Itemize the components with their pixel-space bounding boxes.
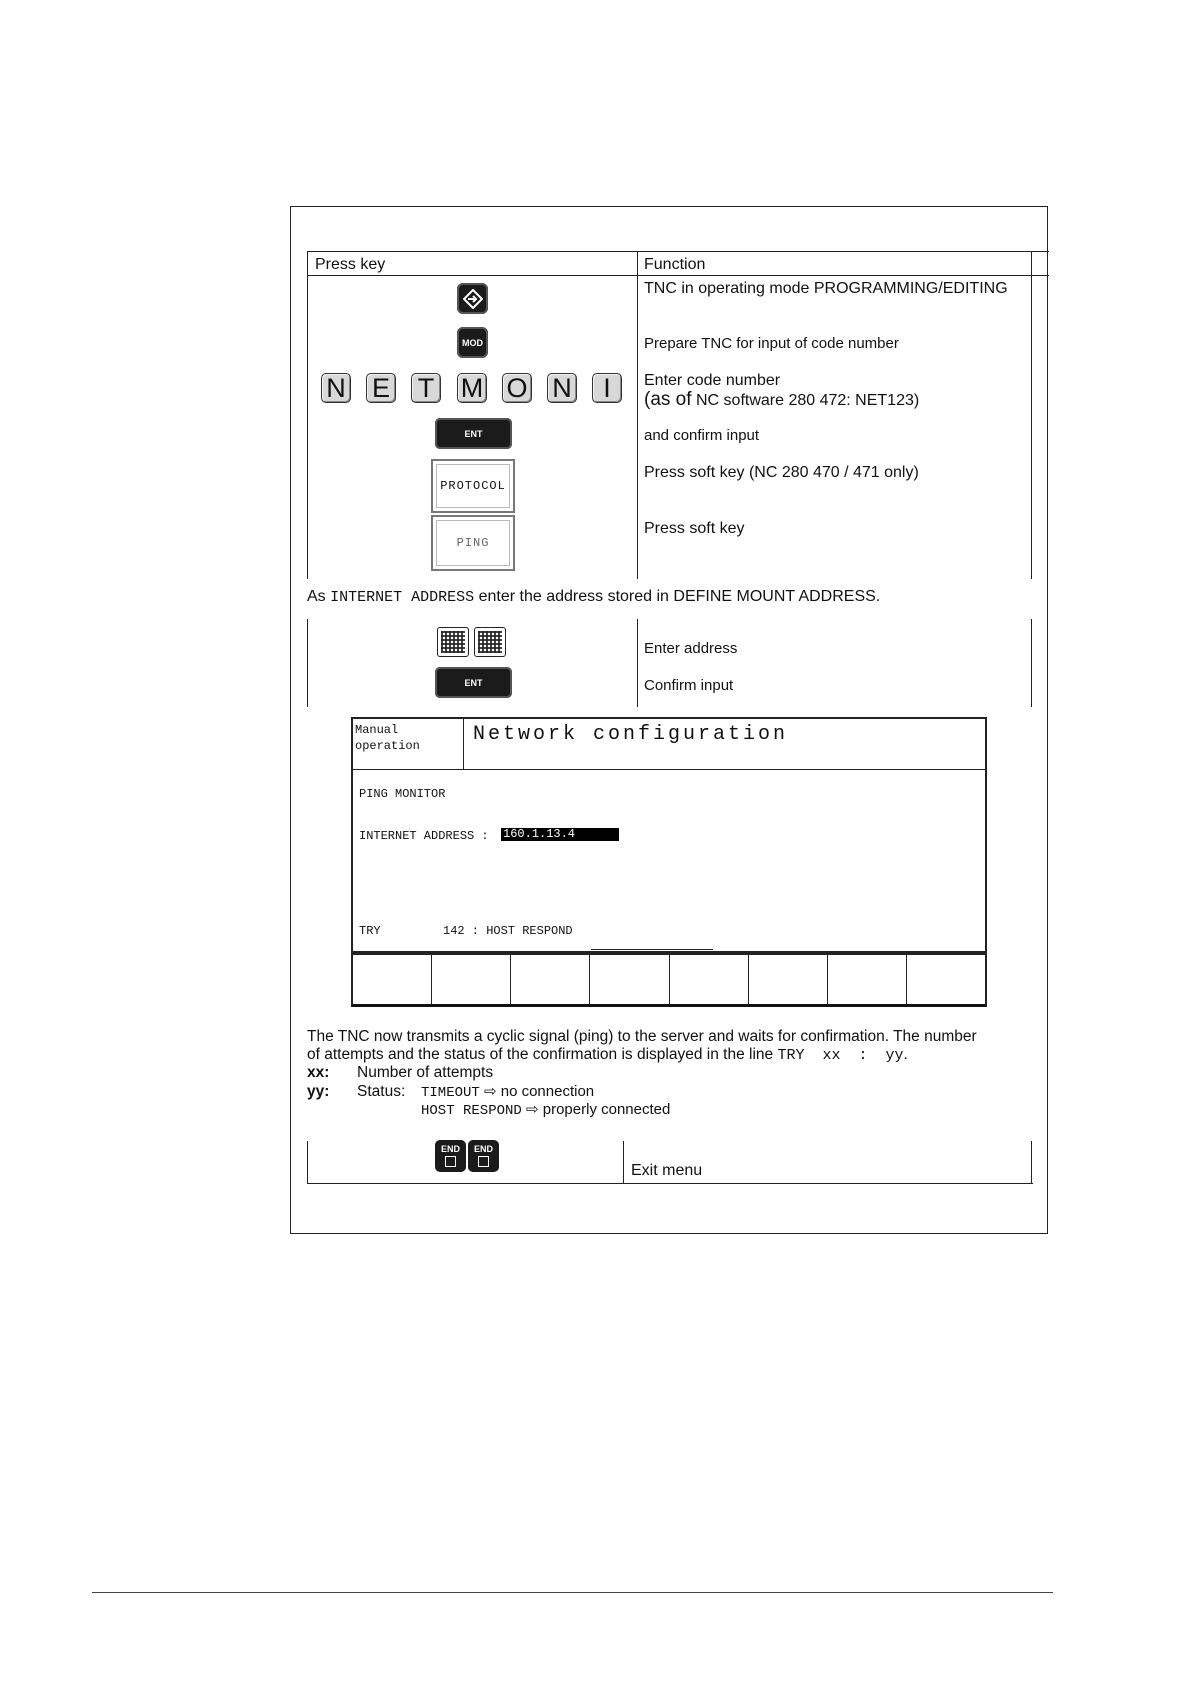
screen-mode-line2: operation [355, 739, 420, 753]
status-respond-line [421, 1100, 670, 1121]
step3-prefix: (as of [644, 389, 692, 410]
step1-function: TNC in operating mode PROGRAMMING/EDITING [644, 280, 1008, 297]
softkey-slot-2[interactable] [432, 955, 511, 1004]
softkey-bar [351, 953, 987, 1007]
mod-key[interactable]: MOD [457, 327, 488, 358]
protocol-softkey-label: PROTOCOL [440, 479, 506, 493]
respond-text: properly connected [542, 1101, 671, 1118]
try-status: 142 : HOST RESPOND [443, 924, 573, 938]
end-key-2-square-icon [478, 1156, 489, 1167]
softkey-slot-6[interactable] [749, 955, 828, 1004]
addr-table-right-rule [1031, 619, 1032, 707]
footer-rule [92, 1592, 1053, 1593]
exit-table-right-rule [1031, 1141, 1032, 1183]
address-note-suffix: enter the address stored in DEFINE MOUNT ADDRESS. [478, 588, 881, 605]
ent-key-2[interactable]: ENT [435, 667, 512, 698]
key-m[interactable]: M [457, 373, 487, 403]
step5-note: (NC 280 470 / 471 only) [748, 464, 919, 481]
screen-header-divider [463, 719, 464, 769]
address-step2-function: Confirm input [644, 677, 734, 694]
end-key-1-square-icon [445, 1156, 456, 1167]
ping-softkey-label: PING [456, 536, 490, 550]
address-note-prefix: As [307, 588, 326, 605]
end-key-2[interactable] [468, 1140, 499, 1172]
table-left-rule [307, 251, 308, 579]
instruction-frame [290, 206, 1048, 1234]
internet-address-label: INTERNET ADDRESS : [359, 829, 489, 843]
softkey-slot-5[interactable] [670, 955, 749, 1004]
screen-title: Network configuration [473, 723, 789, 746]
step3-version: NC software 280 472: NET123) [695, 392, 920, 409]
key-n-2[interactable]: N [547, 373, 577, 403]
step2-function: Prepare TNC for input of code number [644, 335, 899, 352]
explanation-line2-text: of attempts and the status of the confirmation is displayed in the line [307, 1046, 774, 1063]
protocol-softkey[interactable] [431, 459, 515, 513]
key-n[interactable]: N [321, 373, 351, 403]
internet-address-input[interactable]: 160.1.13.4 [501, 828, 619, 841]
table-header-rule [307, 275, 1049, 276]
key-t[interactable]: T [411, 373, 441, 403]
status-label: Status: [357, 1083, 406, 1100]
end-key-1[interactable] [435, 1140, 466, 1172]
numeric-key-1[interactable] [437, 627, 469, 657]
step3-function-line2 [644, 390, 919, 410]
softkey-slot-7[interactable] [828, 955, 907, 1004]
softkey-slot-4[interactable] [590, 955, 669, 1004]
tnc-screen [351, 717, 987, 953]
screen-mode-line1: Manual [355, 723, 399, 737]
numeric-key-1-pattern [441, 631, 465, 653]
exit-table-bottom-rule [307, 1183, 1033, 1184]
table-right-rule [1031, 251, 1032, 579]
numeric-key-2-pattern [478, 631, 502, 653]
softkey-slot-8[interactable] [907, 955, 985, 1004]
table-top-rule [307, 251, 1049, 252]
key-i[interactable]: I [592, 373, 622, 403]
softkey-slot-3[interactable] [511, 955, 590, 1004]
numeric-key-2[interactable] [474, 627, 506, 657]
ping-softkey[interactable] [431, 515, 515, 571]
key-o[interactable]: O [502, 373, 532, 403]
address-step1-function: Enter address [644, 640, 738, 657]
respond-mono: HOST RESPOND [421, 1103, 522, 1119]
explanation-line1: The TNC now transmits a cyclic signal (ping) to the server and waits for confirmation. The number [307, 1028, 977, 1045]
exit-function: Exit menu [631, 1162, 703, 1179]
step4-function: and confirm input [644, 427, 760, 444]
end-key-1-label: END [440, 1144, 460, 1154]
ent-key[interactable]: ENT [435, 418, 512, 449]
arrow-icon-2: ⇨ [526, 1101, 539, 1118]
try-label: TRY [359, 924, 381, 938]
yy-label: yy: [307, 1083, 330, 1100]
exit-table-left-rule [307, 1141, 308, 1183]
programming-diamond-icon [463, 289, 483, 309]
screen-scroll-indicator [591, 949, 713, 952]
explanation-line2 [307, 1045, 908, 1065]
key-e[interactable]: E [366, 373, 396, 403]
address-note [307, 587, 880, 607]
softkey-slot-1[interactable] [353, 955, 432, 1004]
table-mid-rule [637, 251, 638, 579]
step3-function-line1: Enter code number [644, 372, 781, 389]
timeout-text: no connection [500, 1083, 595, 1100]
step6-function: Press soft key [644, 520, 745, 537]
addr-table-left-rule [307, 619, 308, 707]
ping-monitor-label: PING MONITOR [359, 787, 446, 801]
explanation-line2-end: . [903, 1046, 908, 1063]
screen-header-rule [353, 769, 985, 770]
step5-function [644, 463, 919, 482]
xx-label: xx: [307, 1064, 330, 1081]
step5-text: Press soft key [644, 464, 745, 481]
address-note-mono: INTERNET ADDRESS [330, 589, 475, 606]
addr-table-mid-rule [637, 619, 638, 707]
programming-mode-key[interactable] [457, 283, 488, 314]
screen-mode [355, 722, 420, 754]
explanation-line2-mono: TRY xx : yy [777, 1047, 904, 1064]
arrow-icon: ⇨ [483, 1083, 497, 1100]
exit-table-mid-rule [623, 1141, 624, 1183]
end-key-2-label: END [473, 1144, 493, 1154]
xx-text: Number of attempts [357, 1064, 494, 1081]
header-function: Function [644, 256, 706, 273]
timeout-mono: TIMEOUT [421, 1085, 480, 1101]
header-press-key: Press key [315, 256, 386, 273]
